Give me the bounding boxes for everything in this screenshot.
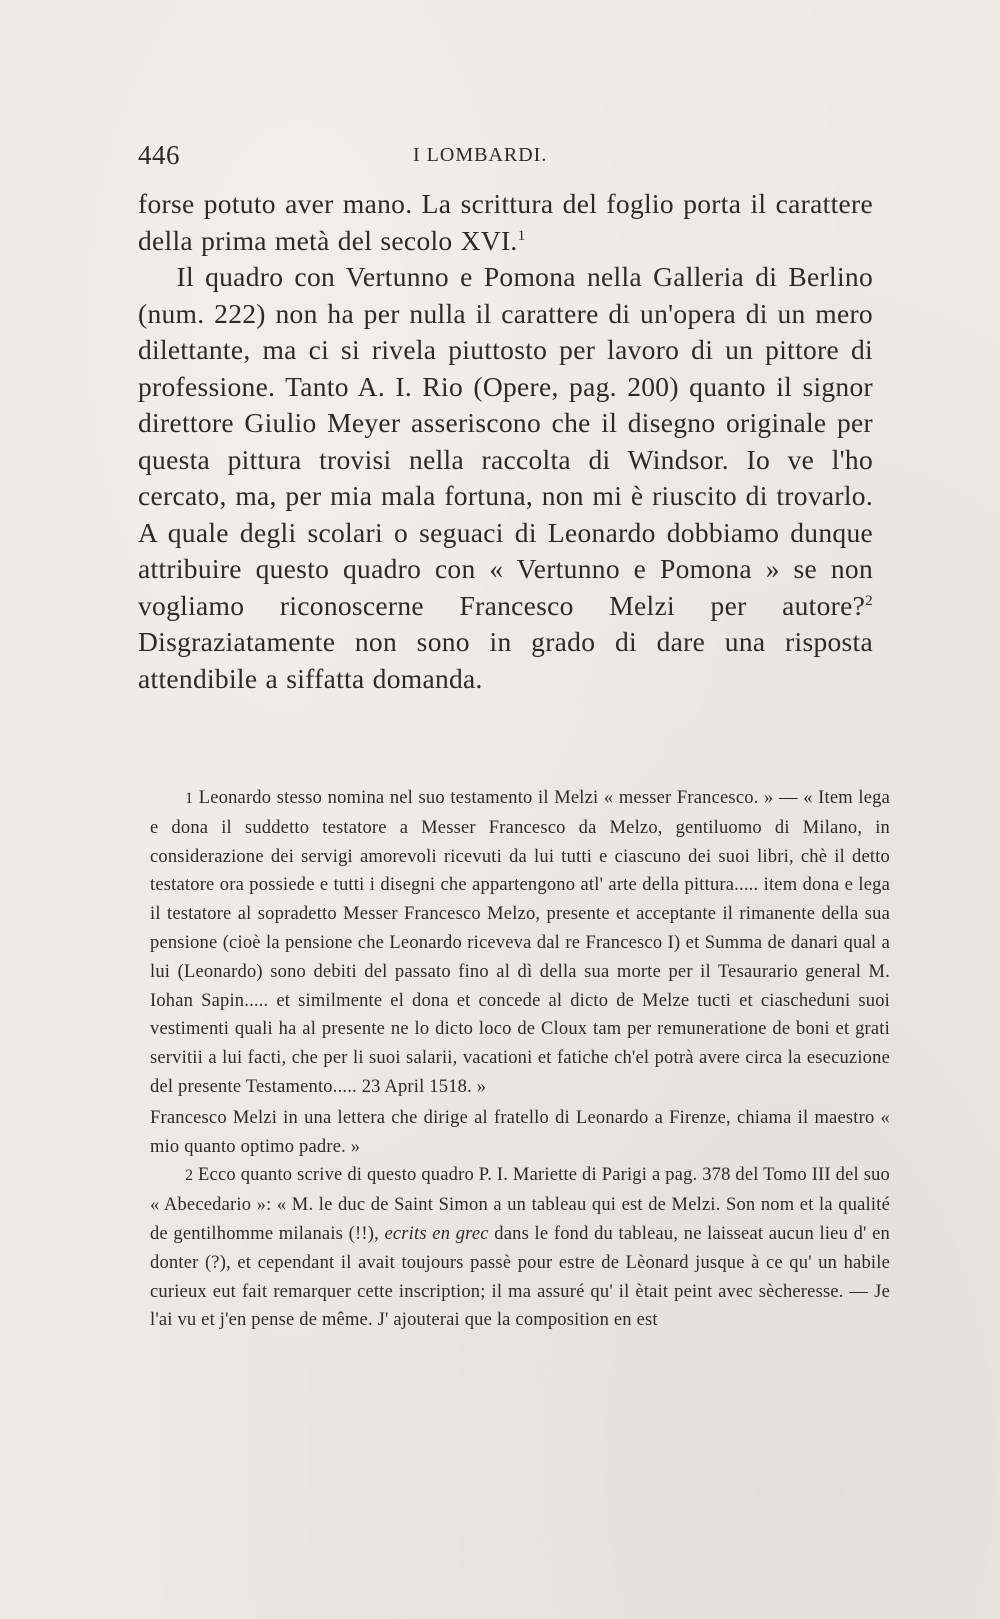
paragraph-2-text-a: Il quadro con Vertunno e Pomona nella Galleria di Berlino (num. 222) non ha per nulla il carattere di un'opera di un mero dilettante, ma ci si rivela piuttosto per lavoro di un pittore di professione. Tanto A. I. Rio (Opere, pag. 200) quanto il signor direttore Giulio Meyer asseriscono che il disegno originale per questa pittura trovisi nella raccolta di Windsor. Io ve l'ho cercato, ma, per mia mala fortuna, non mi è riuscito di trovarlo. A quale degli scolari o seguaci di Leonardo dobbiamo dunque attribuire questo quadro con « Vertunno e Pomona » se non vogliamo riconoscerne Francesco Melzi per autore? — [138, 261, 873, 621]
footnote-ref-1: 1 — [517, 227, 526, 244]
main-text — [138, 186, 873, 697]
paragraph-2 — [138, 259, 873, 697]
footnote-2-text-a: Ecco quanto scrive di questo quadro P. I. Mariette di Parigi a pag. 378 del Tomo III del suo « Abecedario »: « M. le duc de Saint Simon a un tableau qui est de Melzi. Son nom et la qualité de gentilhomme milanais (!!), — [150, 1165, 890, 1244]
paragraph-1-text: forse potuto aver mano. La scrittura del foglio porta il carattere della prima metà del secolo XVI. — [138, 188, 873, 256]
footnote-2-text-b: dans le fond du tableau, ne laisseat aucun lieu d' en donter (?), et cependant il avait toujours passè pour estre de Lèonard jusque à ce qu' un habile curieux eut fait remarquer cette inscription; il ma assuré qu' il ètait peint avec sècheresse. — Je l'ai vu et j'en pense de même. J' ajouterai que la composition en est — [150, 1223, 890, 1331]
footnote-1 — [150, 784, 890, 1102]
footnote-1-continuation: Francesco Melzi in una lettera che dirige al fratello di Leonardo a Firenze, chiama il maestro « mio quanto optimo padre. » — [150, 1107, 890, 1157]
footnote-2-mark: 2 — [185, 1167, 194, 1185]
footnote-1-mark: 1 — [185, 790, 194, 807]
footnote-2 — [150, 1161, 890, 1335]
running-head: I LOMBARDI. — [413, 144, 548, 166]
page-header — [138, 140, 883, 180]
page-number: 446 — [138, 140, 180, 170]
footnote-2-italic: ecrits en grec — [384, 1223, 489, 1244]
footnotes — [150, 784, 890, 1335]
paragraph-1 — [138, 186, 873, 259]
footnote-1-text: Leonardo stesso nomina nel suo testamento il Melzi « messer Francesco. » — « Item lega e dona il suddetto testatore a Messer Francesco da Melzo, gentiluomo di Milano, in considerazione dei servigi amorevoli ricevuti da lui tutti e ciascuno dei suoi libri, chè il detto testatore ora possiede e tutti i disegni che appartengono atl' arte della pittura..... item dona e lega il testatore al sopradetto Messer Francesco Melzo, presente et acceptante il rimanente della sua pensione (cioè la pensione che Leonardo riceveva dal re Francesco I) et Summa de danari qual a lui (Leonardo) sono debiti del passato fino al dì della sua morte per il Tesaurario general M. Iohan Sapin..... et similmente el dona et concede al dicto de Melze tucti et ciascheduni suoi vestimenti quali ha al presente ne lo dicto loco de Cloux tam per remuneratione de boni et grati servitii a lui facti, che per li suoi salarii, vacationi et fatiche ch'el potrà avere circa la esecuzione del presente Testamento..... 23 April 1518. » — [150, 788, 890, 1097]
paragraph-2-text-b: Disgraziatamente non sono in grado di dare una risposta attendibile a siffatta domanda. — [138, 626, 873, 694]
footnote-ref-2: 2 — [865, 592, 873, 609]
